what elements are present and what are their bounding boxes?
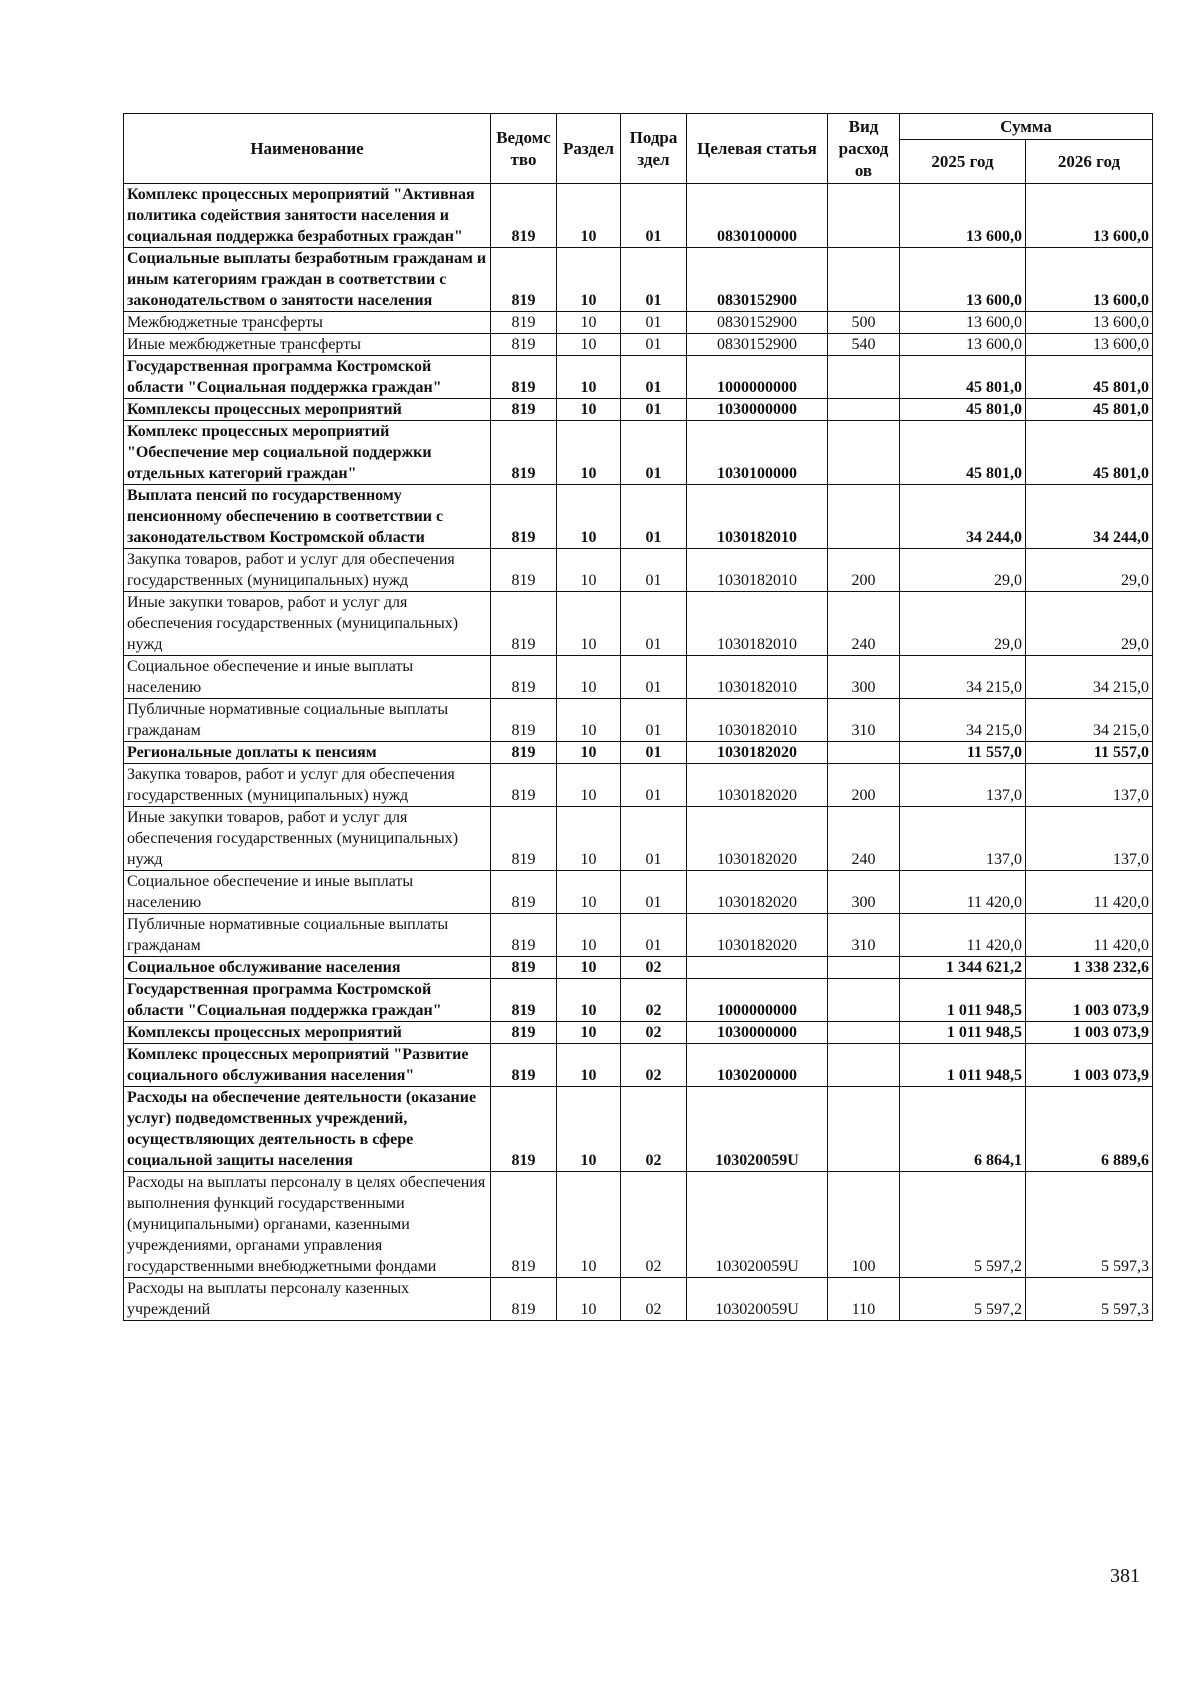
row-ved: 819 <box>491 485 557 549</box>
row-sum-2025: 11 557,0 <box>900 742 1026 764</box>
row-ved: 819 <box>491 356 557 399</box>
row-ved: 819 <box>491 1172 557 1278</box>
row-razdel: 10 <box>557 742 621 764</box>
table-row <box>124 1022 1153 1044</box>
row-tsel: 1030000000 <box>687 1022 828 1044</box>
row-tsel: 1030182010 <box>687 485 828 549</box>
row-vid: 200 <box>828 549 900 592</box>
row-razdel: 10 <box>557 807 621 871</box>
row-sum-2026: 11 420,0 <box>1026 871 1153 914</box>
row-name: Расходы на выплаты персоналу казенных учреждений <box>124 1278 491 1321</box>
row-podrazdel: 01 <box>621 742 687 764</box>
row-tsel: 103020059U <box>687 1278 828 1321</box>
row-name: Социальное обеспечение и иные выплаты населению <box>124 871 491 914</box>
row-razdel: 10 <box>557 656 621 699</box>
row-vid <box>828 1087 900 1172</box>
row-podrazdel: 02 <box>621 1087 687 1172</box>
row-vid <box>828 1044 900 1087</box>
row-tsel: 103020059U <box>687 1087 828 1172</box>
row-ved: 819 <box>491 979 557 1022</box>
table-row <box>124 807 1153 871</box>
row-sum-2026: 29,0 <box>1026 549 1153 592</box>
row-sum-2025: 13 600,0 <box>900 184 1026 248</box>
row-tsel: 1000000000 <box>687 979 828 1022</box>
row-sum-2026: 1 003 073,9 <box>1026 979 1153 1022</box>
row-name: Комплексы процессных мероприятий <box>124 1022 491 1044</box>
row-ved: 819 <box>491 248 557 312</box>
row-sum-2025: 29,0 <box>900 592 1026 656</box>
header-vid: Вид расход ов <box>828 114 900 184</box>
row-ved: 819 <box>491 957 557 979</box>
row-sum-2025: 45 801,0 <box>900 399 1026 421</box>
row-vid <box>828 979 900 1022</box>
row-sum-2026: 34 215,0 <box>1026 699 1153 742</box>
row-sum-2025: 13 600,0 <box>900 334 1026 356</box>
table-row <box>124 549 1153 592</box>
row-name: Закупка товаров, работ и услуг для обеспечения государственных (муниципальных) нужд <box>124 549 491 592</box>
table-row <box>124 957 1153 979</box>
row-name: Комплексы процессных мероприятий <box>124 399 491 421</box>
table-row <box>124 485 1153 549</box>
row-razdel: 10 <box>557 914 621 957</box>
row-podrazdel: 02 <box>621 1172 687 1278</box>
row-ved: 819 <box>491 871 557 914</box>
row-tsel: 1030182020 <box>687 871 828 914</box>
row-ved: 819 <box>491 549 557 592</box>
row-sum-2026: 13 600,0 <box>1026 312 1153 334</box>
header-tsel: Целевая статья <box>687 114 828 184</box>
row-tsel: 0830152900 <box>687 312 828 334</box>
row-razdel: 10 <box>557 549 621 592</box>
row-sum-2025: 34 215,0 <box>900 656 1026 699</box>
row-sum-2026: 11 420,0 <box>1026 914 1153 957</box>
row-ved: 819 <box>491 699 557 742</box>
row-tsel: 1030100000 <box>687 421 828 485</box>
table-row <box>124 979 1153 1022</box>
row-podrazdel: 01 <box>621 764 687 807</box>
row-name: Расходы на выплаты персоналу в целях обеспечения выполнения функций государственными (муниципальными) органами, казенными учреждениями, органами управления государственными внебюджетными фондами <box>124 1172 491 1278</box>
row-podrazdel: 01 <box>621 485 687 549</box>
row-podrazdel: 01 <box>621 592 687 656</box>
row-sum-2026: 29,0 <box>1026 592 1153 656</box>
table-row <box>124 1044 1153 1087</box>
header-ved: Ведомс тво <box>491 114 557 184</box>
row-razdel: 10 <box>557 356 621 399</box>
row-vid <box>828 184 900 248</box>
row-razdel: 10 <box>557 1022 621 1044</box>
table-row <box>124 1172 1153 1278</box>
row-name: Иные межбюджетные трансферты <box>124 334 491 356</box>
row-tsel: 1000000000 <box>687 356 828 399</box>
row-name: Социальные выплаты безработным гражданам и иным категориям граждан в соответствии с законодательством о занятости населения <box>124 248 491 312</box>
row-vid: 300 <box>828 656 900 699</box>
row-name: Иные закупки товаров, работ и услуг для обеспечения государственных (муниципальных) нужд <box>124 807 491 871</box>
row-razdel: 10 <box>557 1087 621 1172</box>
row-sum-2025: 5 597,2 <box>900 1172 1026 1278</box>
row-sum-2025: 11 420,0 <box>900 871 1026 914</box>
row-name: Межбюджетные трансферты <box>124 312 491 334</box>
row-podrazdel: 01 <box>621 399 687 421</box>
row-name: Государственная программа Костромской области "Социальная поддержка граждан" <box>124 979 491 1022</box>
row-sum-2026: 13 600,0 <box>1026 334 1153 356</box>
row-sum-2026: 45 801,0 <box>1026 421 1153 485</box>
row-razdel: 10 <box>557 592 621 656</box>
row-podrazdel: 01 <box>621 656 687 699</box>
row-ved: 819 <box>491 764 557 807</box>
table-body <box>124 184 1153 1321</box>
row-podrazdel: 01 <box>621 549 687 592</box>
row-razdel: 10 <box>557 184 621 248</box>
row-tsel: 1030182020 <box>687 914 828 957</box>
row-tsel: 1030182010 <box>687 549 828 592</box>
row-vid <box>828 248 900 312</box>
row-sum-2025: 1 011 948,5 <box>900 979 1026 1022</box>
row-sum-2026: 13 600,0 <box>1026 248 1153 312</box>
row-vid <box>828 399 900 421</box>
row-podrazdel: 01 <box>621 699 687 742</box>
row-tsel: 1030182010 <box>687 592 828 656</box>
table-row <box>124 656 1153 699</box>
row-ved: 819 <box>491 334 557 356</box>
row-tsel: 1030182020 <box>687 764 828 807</box>
row-sum-2026: 1 003 073,9 <box>1026 1022 1153 1044</box>
table-row <box>124 871 1153 914</box>
table-row <box>124 399 1153 421</box>
row-vid <box>828 421 900 485</box>
table-row <box>124 592 1153 656</box>
row-podrazdel: 01 <box>621 248 687 312</box>
row-ved: 819 <box>491 1278 557 1321</box>
row-ved: 819 <box>491 914 557 957</box>
row-vid <box>828 742 900 764</box>
row-podrazdel: 01 <box>621 914 687 957</box>
table-row <box>124 248 1153 312</box>
header-year-2026: 2026 год <box>1026 140 1153 184</box>
header-name: Наименование <box>124 114 491 184</box>
table-row <box>124 356 1153 399</box>
table-row <box>124 421 1153 485</box>
row-vid: 200 <box>828 764 900 807</box>
row-sum-2025: 1 344 621,2 <box>900 957 1026 979</box>
row-razdel: 10 <box>557 871 621 914</box>
row-name: Комплекс процессных мероприятий "Активная политика содействия занятости населения и социальная поддержка безработных граждан" <box>124 184 491 248</box>
row-podrazdel: 02 <box>621 1044 687 1087</box>
table-row <box>124 742 1153 764</box>
row-razdel: 10 <box>557 699 621 742</box>
row-razdel: 10 <box>557 312 621 334</box>
row-razdel: 10 <box>557 1278 621 1321</box>
row-podrazdel: 01 <box>621 871 687 914</box>
row-name: Государственная программа Костромской области "Социальная поддержка граждан" <box>124 356 491 399</box>
row-sum-2025: 34 244,0 <box>900 485 1026 549</box>
row-ved: 819 <box>491 592 557 656</box>
table-row <box>124 1087 1153 1172</box>
row-ved: 819 <box>491 421 557 485</box>
table-row <box>124 334 1153 356</box>
row-sum-2026: 5 597,3 <box>1026 1172 1153 1278</box>
table-row <box>124 184 1153 248</box>
row-podrazdel: 01 <box>621 807 687 871</box>
row-sum-2025: 45 801,0 <box>900 356 1026 399</box>
row-razdel: 10 <box>557 334 621 356</box>
table-row <box>124 1278 1153 1321</box>
row-tsel: 1030182020 <box>687 742 828 764</box>
row-name: Закупка товаров, работ и услуг для обеспечения государственных (муниципальных) нужд <box>124 764 491 807</box>
header-year-2025: 2025 год <box>900 140 1026 184</box>
row-sum-2025: 137,0 <box>900 764 1026 807</box>
row-sum-2025: 1 011 948,5 <box>900 1044 1026 1087</box>
row-sum-2025: 5 597,2 <box>900 1278 1026 1321</box>
row-name: Региональные доплаты к пенсиям <box>124 742 491 764</box>
row-vid: 110 <box>828 1278 900 1321</box>
row-sum-2026: 1 338 232,6 <box>1026 957 1153 979</box>
row-tsel: 0830152900 <box>687 334 828 356</box>
row-vid: 310 <box>828 699 900 742</box>
row-podrazdel: 01 <box>621 312 687 334</box>
row-podrazdel: 01 <box>621 184 687 248</box>
row-vid: 300 <box>828 871 900 914</box>
row-name: Публичные нормативные социальные выплаты гражданам <box>124 914 491 957</box>
row-sum-2026: 137,0 <box>1026 764 1153 807</box>
budget-table <box>123 113 1153 1321</box>
row-razdel: 10 <box>557 957 621 979</box>
row-vid: 240 <box>828 807 900 871</box>
row-ved: 819 <box>491 312 557 334</box>
row-sum-2025: 1 011 948,5 <box>900 1022 1026 1044</box>
row-vid <box>828 356 900 399</box>
row-tsel: 1030182010 <box>687 699 828 742</box>
row-vid: 100 <box>828 1172 900 1278</box>
row-tsel: 1030200000 <box>687 1044 828 1087</box>
row-name: Расходы на обеспечение деятельности (оказание услуг) подведомственных учреждений, осуществляющих деятельность в сфере социальной защиты населения <box>124 1087 491 1172</box>
table-row <box>124 764 1153 807</box>
row-ved: 819 <box>491 807 557 871</box>
row-ved: 819 <box>491 1044 557 1087</box>
row-tsel: 1030182010 <box>687 656 828 699</box>
row-sum-2025: 13 600,0 <box>900 312 1026 334</box>
row-ved: 819 <box>491 656 557 699</box>
row-razdel: 10 <box>557 1172 621 1278</box>
row-razdel: 10 <box>557 248 621 312</box>
row-podrazdel: 01 <box>621 421 687 485</box>
header-summa: Сумма <box>900 114 1153 140</box>
row-sum-2026: 45 801,0 <box>1026 356 1153 399</box>
header-razdel: Раздел <box>557 114 621 184</box>
row-sum-2026: 45 801,0 <box>1026 399 1153 421</box>
row-podrazdel: 02 <box>621 957 687 979</box>
row-razdel: 10 <box>557 399 621 421</box>
row-name: Социальное обслуживание населения <box>124 957 491 979</box>
row-razdel: 10 <box>557 764 621 807</box>
row-tsel: 1030000000 <box>687 399 828 421</box>
row-vid <box>828 957 900 979</box>
row-name: Выплата пенсий по государственному пенсионному обеспечению в соответствии с законодательством Костромской области <box>124 485 491 549</box>
row-sum-2026: 34 215,0 <box>1026 656 1153 699</box>
row-ved: 819 <box>491 399 557 421</box>
row-name: Комплекс процессных мероприятий "Развитие социального обслуживания населения" <box>124 1044 491 1087</box>
row-sum-2026: 5 597,3 <box>1026 1278 1153 1321</box>
row-podrazdel: 02 <box>621 1022 687 1044</box>
row-sum-2025: 137,0 <box>900 807 1026 871</box>
page-number: 381 <box>1110 1565 1140 1587</box>
row-vid: 310 <box>828 914 900 957</box>
row-razdel: 10 <box>557 1044 621 1087</box>
row-tsel: 103020059U <box>687 1172 828 1278</box>
row-sum-2025: 34 215,0 <box>900 699 1026 742</box>
row-tsel <box>687 957 828 979</box>
row-tsel: 1030182020 <box>687 807 828 871</box>
table-row <box>124 914 1153 957</box>
row-sum-2026: 11 557,0 <box>1026 742 1153 764</box>
row-name: Иные закупки товаров, работ и услуг для обеспечения государственных (муниципальных) нужд <box>124 592 491 656</box>
row-vid: 540 <box>828 334 900 356</box>
row-sum-2025: 13 600,0 <box>900 248 1026 312</box>
row-vid: 500 <box>828 312 900 334</box>
row-razdel: 10 <box>557 485 621 549</box>
row-name: Комплекс процессных мероприятий "Обеспечение мер социальной поддержки отдельных категорий граждан" <box>124 421 491 485</box>
row-sum-2026: 137,0 <box>1026 807 1153 871</box>
row-podrazdel: 02 <box>621 979 687 1022</box>
row-ved: 819 <box>491 742 557 764</box>
row-name: Социальное обеспечение и иные выплаты населению <box>124 656 491 699</box>
row-sum-2026: 6 889,6 <box>1026 1087 1153 1172</box>
table-row <box>124 312 1153 334</box>
row-vid <box>828 485 900 549</box>
row-sum-2025: 29,0 <box>900 549 1026 592</box>
row-name: Публичные нормативные социальные выплаты гражданам <box>124 699 491 742</box>
row-podrazdel: 01 <box>621 356 687 399</box>
row-tsel: 0830152900 <box>687 248 828 312</box>
row-tsel: 0830100000 <box>687 184 828 248</box>
row-sum-2026: 34 244,0 <box>1026 485 1153 549</box>
row-sum-2026: 1 003 073,9 <box>1026 1044 1153 1087</box>
row-sum-2025: 45 801,0 <box>900 421 1026 485</box>
header-podrazdel: Подра здел <box>621 114 687 184</box>
row-sum-2025: 6 864,1 <box>900 1087 1026 1172</box>
row-podrazdel: 01 <box>621 334 687 356</box>
row-vid: 240 <box>828 592 900 656</box>
row-vid <box>828 1022 900 1044</box>
row-ved: 819 <box>491 1087 557 1172</box>
row-podrazdel: 02 <box>621 1278 687 1321</box>
row-sum-2026: 13 600,0 <box>1026 184 1153 248</box>
row-sum-2025: 11 420,0 <box>900 914 1026 957</box>
row-razdel: 10 <box>557 979 621 1022</box>
row-ved: 819 <box>491 184 557 248</box>
table-row <box>124 699 1153 742</box>
row-ved: 819 <box>491 1022 557 1044</box>
row-razdel: 10 <box>557 421 621 485</box>
